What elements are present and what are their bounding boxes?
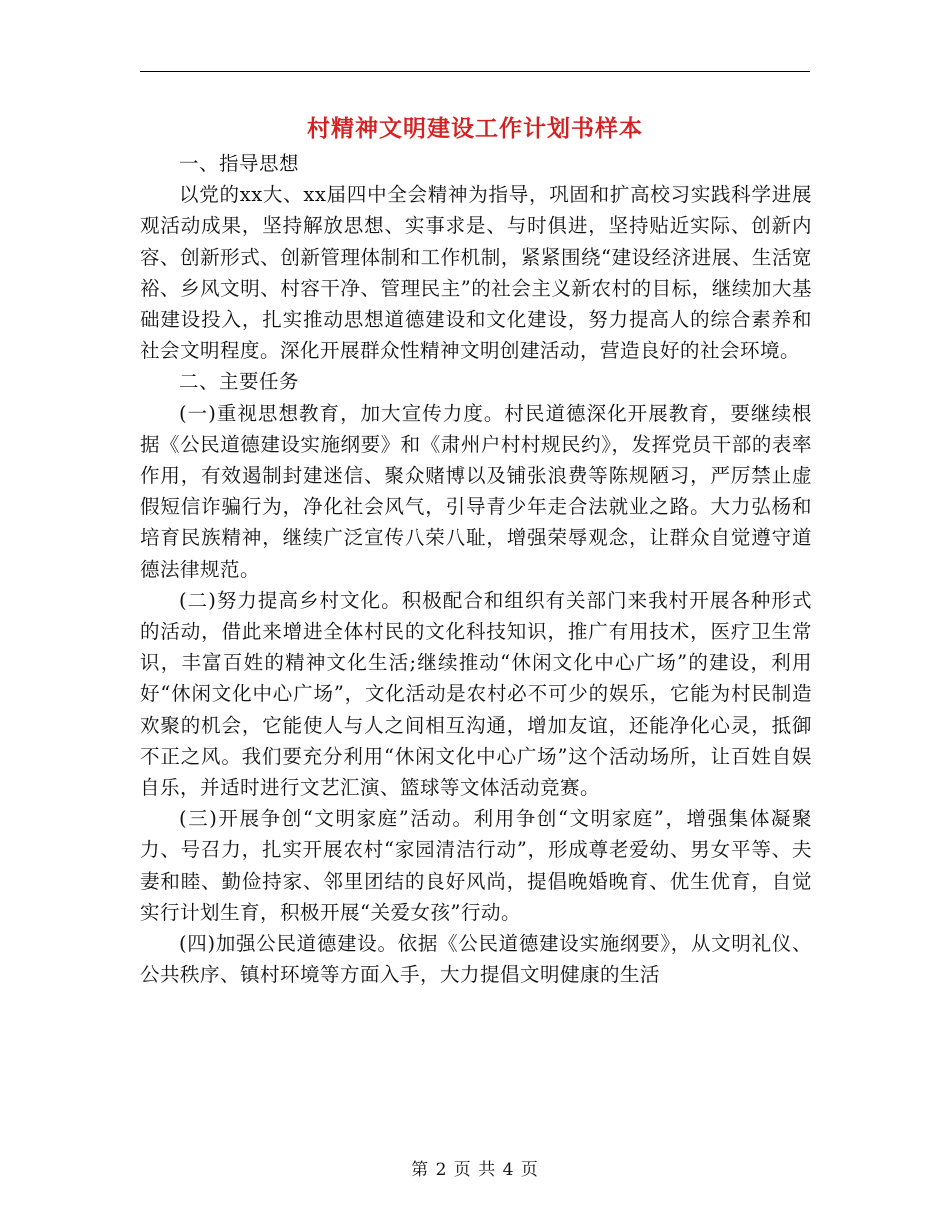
page-indicator: 第 2 页 共 4 页	[411, 1160, 539, 1180]
paragraph-task-3: (三)开展争创“文明家庭”活动。利用争创“文明家庭”，增强集体凝聚力、号召力，扎实开展农村“家园清洁行动”，形成尊老爱幼、男女平等、夫妻和睦、勤俭持家、邻里团结的良好风尚，提倡晚婚晚育、优生优育，自觉实行计划生育，积极开展“关爱女孩”行动。	[140, 807, 812, 924]
paragraph-task-4: (四)加强公民道德建设。依据《公民道德建设实施纲要》，从文明礼仪、公共秩序、镇村环境等方面入手，大力提倡文明健康的生活	[140, 932, 812, 987]
section-heading-main-tasks: 二、主要任务	[179, 370, 300, 394]
paragraph-task-2: (二)努力提高乡村文化。积极配合和组织有关部门来我村开展各种形式的活动，借此来增进全体村民的文化科技知识，推广有用技术，医疗卫生常识，丰富百姓的精神文化生活;继续推动“休闲文化中心广场”的建设，利用好“休闲文化中心广场”，文化活动是农村必不可少的娱乐，它能为村民制造欢聚的机会，它能使人与人之间相互沟通，增加友谊，还能净化心灵，抵御不正之风。我们要充分利用“休闲文化中心广场”这个活动场所，让百姓自娱自乐，并适时进行文艺汇演、篮球等文体活动竞赛。	[140, 588, 812, 800]
paragraph-task-1: (一)重视思想教育，加大宣传力度。村民道德深化开展教育，要继续根据《公民道德建设实施纲要》和《肃州户村村规民约》，发挥党员干部的表率作用，有效遏制封建迷信、聚众赌博以及铺张浪费等陈规陋习，严厉禁止虚假短信诈骗行为，净化社会风气，引导青少年走合法就业之路。大力弘杨和培育民族精神，继续广泛宣传八荣八耻，增强荣辱观念，让群众自觉遵守道德法律规范。	[140, 401, 812, 581]
paragraph-guiding-ideology: 以党的xx大、xx届四中全会精神为指导，巩固和扩高校习实践科学进展观活动成果，坚持解放思想、实事求是、与时俱进，坚持贴近实际、创新内容、创新形式、创新管理体制和工作机制，紧紧围绕“建设经济进展、生活宽裕、乡风文明、村容干净、管理民主”的社会主义新农村的目标，继续加大基础建设投入，扎实推动思想道德建设和文化建设，努力提高人的综合素养和社会文明程度。深化开展群众性精神文明创建活动，营造良好的社会环境。	[140, 183, 812, 363]
document-body	[140, 148, 812, 990]
section-heading-guiding-ideology: 一、指导思想	[179, 152, 300, 175]
document-title: 村精神文明建设工作计划书样本	[307, 115, 643, 142]
header-rule	[140, 71, 810, 72]
